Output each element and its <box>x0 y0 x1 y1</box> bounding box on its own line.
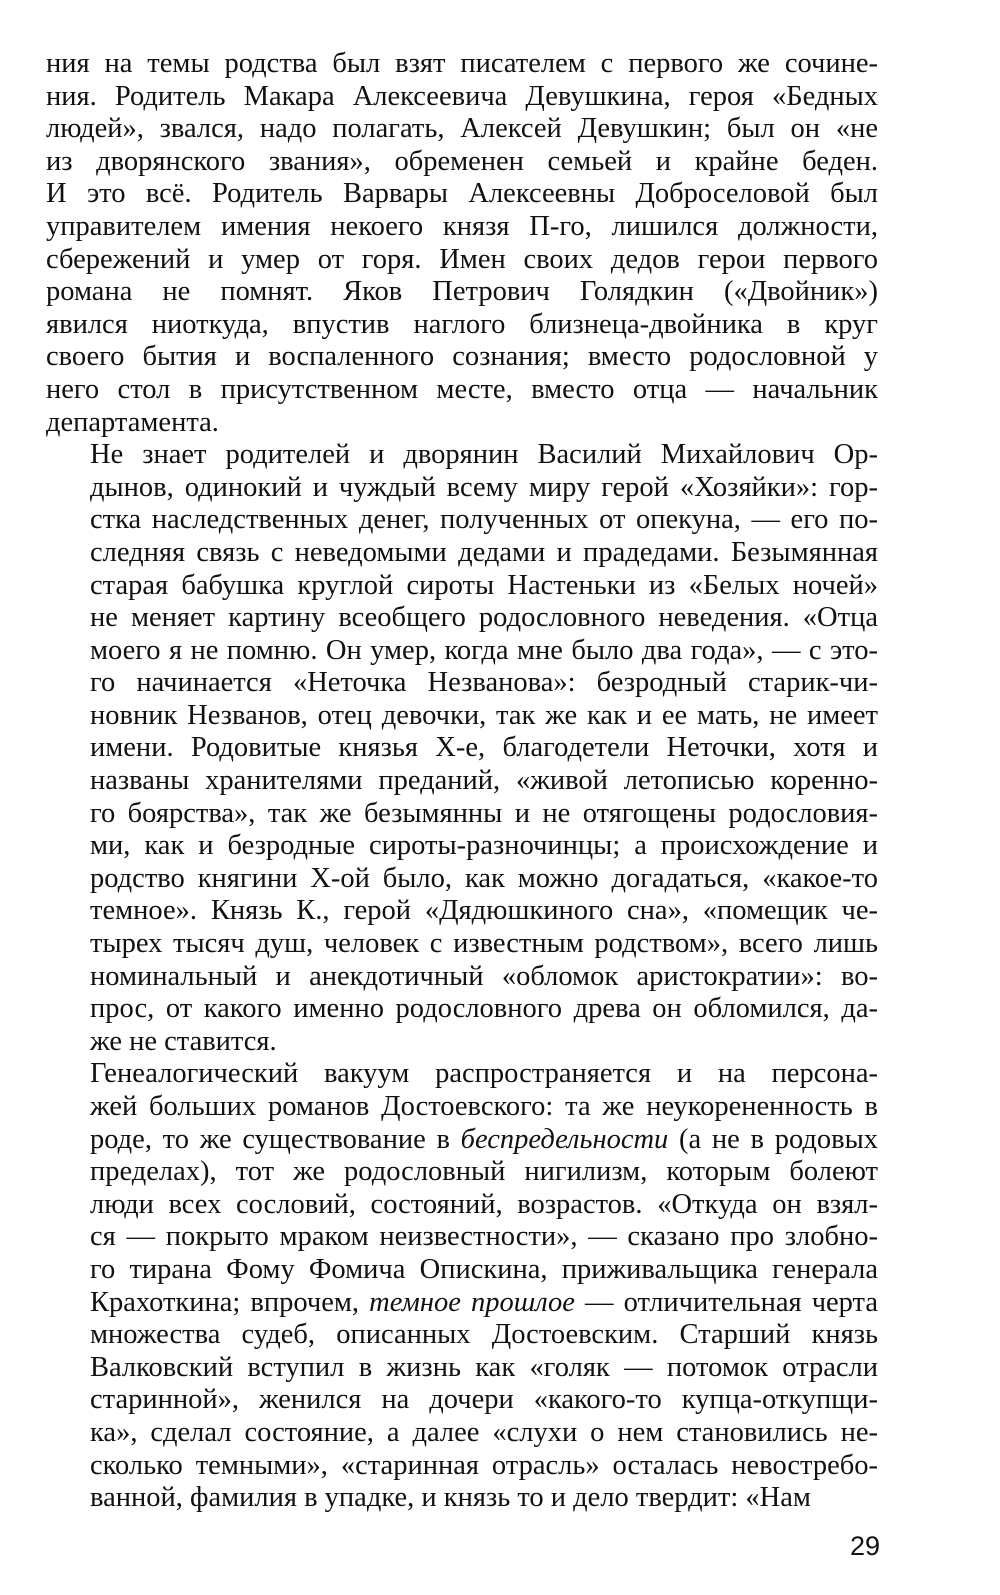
text-line: ся — покрыто мраком неизвестности», — сказано про злобно- <box>90 1221 878 1253</box>
text-line: жей больших романов Достоевского: та же неукорененность в <box>90 1091 878 1122</box>
text-line: названы хранителями преданий, «живой летописью коренно- <box>90 765 878 797</box>
paragraph <box>46 1058 878 1514</box>
text-line: управителем имения некоего князя П-го, лишился должности, <box>46 210 878 242</box>
text-line: ния. Родитель Макара Алексеевича Девушкина, героя «Бедных <box>46 80 878 112</box>
body-text <box>46 48 878 1515</box>
text-line: старая бабушка круглой сироты Настеньки из «Белых ночей» <box>90 569 878 601</box>
text-line: новник Незванов, отец девочки, так же как и ее мать, не имеет <box>90 699 878 731</box>
text-line: явился ниоткуда, впустив наглого близнеца-двойника в круг <box>46 308 878 340</box>
text-line: моего я не помню. Он умер, когда мне было два года», — с это- <box>90 634 878 666</box>
page-number: 29 <box>849 1531 880 1561</box>
text-line: ния на темы родства был взят писателем с первого же сочине- <box>46 48 878 79</box>
text-line: Валковский вступил в жизнь как «голяк — потомок отрасли <box>90 1351 878 1383</box>
text-line: множества судеб, описанных Достоевским. Старший князь <box>90 1319 878 1351</box>
emphasis: беспредельности <box>460 1123 669 1155</box>
text-line: сколько темными», «старинная отрасль» осталась невостребо- <box>90 1449 878 1481</box>
text-line: И это всё. Родитель Варвары Алексеевны Доброселовой был <box>46 178 878 210</box>
text-line: из дворянского звания», обременен семьей и крайне беден. <box>46 145 878 177</box>
text-line: стка наследственных денег, полученных от опекуна, — его по- <box>90 504 878 536</box>
text-line: прос, от какого именно родословного древа он обломился, да- <box>90 993 878 1025</box>
text-line: старинной», женился на дочери «какого-то купца-откупщи- <box>90 1384 878 1416</box>
text-line: люди всех сословий, состояний, возрастов. «Откуда он взял- <box>90 1188 878 1220</box>
text-line: ка», сделал состояние, а далее «слухи о нем становились не- <box>90 1416 878 1448</box>
text-line: романа не помнят. Яков Петрович Голядкин («Двойник») <box>46 276 878 308</box>
paragraph <box>46 439 878 1058</box>
text-line: роде, то же существование в беспредельности (а не в родовых <box>90 1123 878 1155</box>
text-line: Генеалогический вакуум распространяется и на персона- <box>90 1058 878 1090</box>
text-line: Крахоткина; впрочем, темное прошлое — отличительная черта <box>90 1286 879 1318</box>
text-line: го тирана Фому Фомича Опискина, приживальщика генерала <box>90 1253 878 1285</box>
text-line: людей», звался, надо полагать, Алексей Девушкин; был он «не <box>46 113 878 145</box>
text-line: дынов, одинокий и чуждый всему миру герой «Хозяйки»: гор- <box>90 471 878 503</box>
emphasis: темное прошлое <box>369 1286 575 1318</box>
text-line: номинальный и анекдотичный «обломок аристократии»: во- <box>90 960 878 992</box>
text-line: ванной, фамилия в упадке, и князь то и дело твердит: «Нам <box>90 1482 811 1514</box>
text-line: ми, как и безродные сироты-разночинцы; а происхождение и <box>90 830 878 862</box>
text-line: следняя связь с неведомыми дедами и прадедами. Безымянная <box>90 536 878 568</box>
text-line: Не знает родителей и дворянин Василий Михайлович Ор- <box>90 439 878 471</box>
text-line: имени. Родовитые князья Х-е, благодетели Неточки, хотя и <box>90 732 878 764</box>
text-line: пределах), тот же родословный нигилизм, которым болеют <box>90 1156 878 1188</box>
text-line: го начинается «Неточка Незванова»: безродный старик-чи- <box>90 667 878 699</box>
text-line: тырех тысяч душ, человек с известным родством», всего лишь <box>90 928 878 960</box>
text-line: родство княгини Х-ой было, как можно догадаться, «какое-то <box>90 862 878 894</box>
text-line: него стол в присутственном месте, вместо отца — начальник <box>46 373 878 405</box>
text-line: го боярства», так же безымянны и не отягощены родословия- <box>90 797 878 829</box>
text-line: же не ставится. <box>90 1025 277 1057</box>
paragraph <box>46 48 878 439</box>
text-line: темное». Князь К., герой «Дядюшкиного сна», «помещик че- <box>90 895 878 927</box>
text-line: не меняет картину всеобщего родословного неведения. «Отца <box>90 602 878 634</box>
text-line: сбережений и умер от горя. Имен своих дедов герои первого <box>46 243 878 275</box>
text-line: своего бытия и воспаленного сознания; вместо родословной у <box>46 341 878 373</box>
text-line: департамента. <box>46 406 219 438</box>
